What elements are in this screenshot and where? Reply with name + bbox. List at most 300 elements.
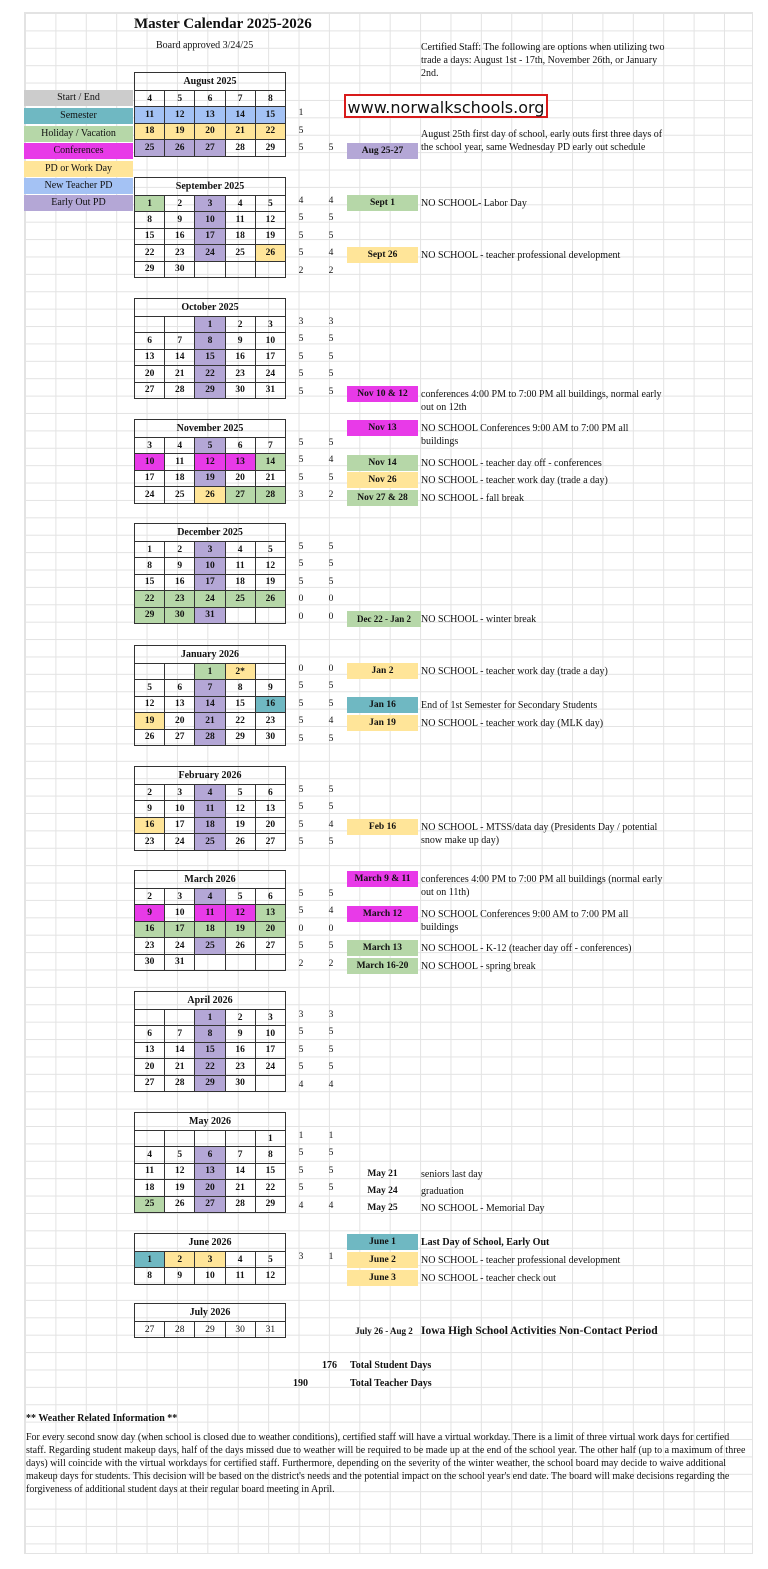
day-cell: 24 bbox=[165, 834, 195, 850]
day-cell: 25 bbox=[135, 1196, 165, 1212]
total-student-days-label: Total Student Days bbox=[350, 1360, 432, 1371]
event-date: Nov 26 bbox=[347, 472, 418, 488]
day-cell: 2 bbox=[135, 785, 165, 801]
day-cell: 23 bbox=[165, 591, 195, 607]
day-cell: 14 bbox=[255, 454, 285, 470]
day-cell: 3 bbox=[195, 196, 225, 212]
day-cell: 5 bbox=[225, 785, 255, 801]
day-cell: 19 bbox=[255, 574, 285, 590]
day-cell: 16 bbox=[135, 817, 165, 833]
day-cell: 1 bbox=[195, 1010, 225, 1026]
student-day-count: 4 bbox=[328, 248, 334, 259]
day-cell: 3 bbox=[165, 889, 195, 905]
day-cell: 6 bbox=[165, 680, 195, 696]
day-cell: 24 bbox=[195, 591, 225, 607]
student-day-count: 5 bbox=[328, 542, 334, 552]
total-student-days-value: 176 bbox=[322, 1360, 337, 1371]
student-day-count: 5 bbox=[328, 785, 334, 795]
day-cell: 11 bbox=[225, 212, 255, 228]
day-cell: 10 bbox=[255, 333, 285, 349]
teacher-day-count: 5 bbox=[298, 941, 304, 952]
day-cell: 29 bbox=[135, 607, 165, 623]
teacher-day-count: 5 bbox=[298, 837, 304, 848]
day-cell: 11 bbox=[135, 107, 165, 123]
day-cell: 1 bbox=[135, 196, 165, 212]
day-cell: 31 bbox=[255, 382, 285, 398]
student-day-count: 5 bbox=[328, 230, 334, 241]
event-description: NO SCHOOL - winter break bbox=[421, 614, 537, 625]
student-day-count: 2 bbox=[328, 958, 334, 969]
day-cell bbox=[165, 664, 195, 680]
event-description: End of 1st Semester for Secondary Students bbox=[421, 700, 598, 711]
day-cell: 1 bbox=[255, 1131, 285, 1147]
event-description: graduation bbox=[421, 1186, 464, 1197]
day-cell: 16 bbox=[165, 574, 195, 590]
event-date: March 13 bbox=[347, 940, 418, 956]
day-cell: 17 bbox=[195, 574, 225, 590]
teacher-day-count: 5 bbox=[298, 681, 304, 692]
student-day-count: 0 bbox=[328, 594, 334, 605]
day-cell: 17 bbox=[135, 470, 165, 486]
day-cell: 3 bbox=[165, 785, 195, 801]
legend-item: Semester bbox=[24, 108, 133, 124]
teacher-day-count: 1 bbox=[298, 1131, 304, 1141]
day-cell: 23 bbox=[225, 1059, 255, 1075]
day-cell: 10 bbox=[255, 1026, 285, 1042]
day-cell: 7 bbox=[165, 1026, 195, 1042]
student-day-count: 5 bbox=[328, 1148, 334, 1159]
weather-info bbox=[26, 1412, 746, 1496]
day-cell: 24 bbox=[165, 938, 195, 954]
day-cell: 4 bbox=[225, 196, 255, 212]
day-cell: 18 bbox=[165, 470, 195, 486]
day-cell: 29 bbox=[225, 729, 255, 745]
month-table bbox=[134, 72, 286, 157]
day-cell: 10 bbox=[195, 1268, 225, 1284]
student-day-count: 5 bbox=[328, 802, 334, 813]
day-cell: 22 bbox=[225, 713, 255, 729]
day-cell: 5 bbox=[255, 1252, 285, 1268]
month-name: January 2026 bbox=[135, 646, 286, 664]
board-approved-note: Board approved 3/24/25 bbox=[156, 40, 254, 51]
day-cell: 28 bbox=[225, 1196, 255, 1212]
day-cell: 13 bbox=[195, 107, 225, 123]
event-date: Nov 13 bbox=[347, 420, 418, 436]
day-cell: 30 bbox=[225, 1322, 255, 1338]
day-cell: 9 bbox=[165, 1268, 195, 1284]
day-cell: 23 bbox=[255, 713, 285, 729]
student-day-count: 5 bbox=[328, 681, 334, 692]
teacher-day-count: 4 bbox=[298, 1200, 304, 1211]
day-cell: 11 bbox=[135, 1163, 165, 1179]
event-date: Jan 19 bbox=[347, 715, 418, 731]
day-cell: 8 bbox=[195, 1026, 225, 1042]
day-cell: 8 bbox=[135, 558, 165, 574]
teacher-day-count: 1 bbox=[298, 108, 304, 119]
teacher-day-count: 3 bbox=[298, 1252, 304, 1262]
day-cell: 16 bbox=[255, 696, 285, 712]
teacher-day-count: 4 bbox=[298, 196, 304, 206]
day-cell: 27 bbox=[225, 487, 255, 503]
day-cell: 26 bbox=[165, 1196, 195, 1212]
teacher-day-count: 5 bbox=[298, 125, 304, 136]
day-cell: 21 bbox=[165, 366, 195, 382]
day-cell: 18 bbox=[225, 228, 255, 244]
event-date: May 24 bbox=[367, 1186, 398, 1196]
day-cell: 16 bbox=[165, 228, 195, 244]
day-cell: 1 bbox=[195, 317, 225, 333]
day-cell: 3 bbox=[195, 1252, 225, 1268]
district-url-link[interactable]: www.norwalkschools.org bbox=[344, 94, 548, 118]
event-description: NO SCHOOL - teacher work day (trade a day) bbox=[421, 475, 608, 486]
month-name: March 2026 bbox=[135, 871, 286, 889]
day-cell: 26 bbox=[255, 591, 285, 607]
day-cell: 15 bbox=[195, 349, 225, 365]
day-cell: 12 bbox=[165, 107, 195, 123]
teacher-day-count: 5 bbox=[298, 785, 304, 795]
day-cell bbox=[135, 317, 165, 333]
month-table bbox=[134, 523, 286, 624]
month-name: June 2026 bbox=[135, 1234, 286, 1252]
total-teacher-days-label: Total Teacher Days bbox=[350, 1378, 432, 1389]
event-date: Dec 22 - Jan 2 bbox=[347, 611, 421, 627]
day-cell: 11 bbox=[225, 558, 255, 574]
day-cell: 2 bbox=[135, 889, 165, 905]
month-table bbox=[134, 766, 286, 851]
student-day-count: 1 bbox=[328, 1131, 334, 1141]
day-cell: 11 bbox=[165, 454, 195, 470]
day-cell: 27 bbox=[255, 834, 285, 850]
day-cell: 9 bbox=[165, 212, 195, 228]
student-day-count: 4 bbox=[328, 716, 334, 727]
day-cell: 19 bbox=[255, 228, 285, 244]
day-cell: 25 bbox=[195, 834, 225, 850]
day-cell: 25 bbox=[225, 591, 255, 607]
teacher-day-count: 5 bbox=[298, 716, 304, 727]
student-day-count: 5 bbox=[328, 369, 334, 380]
teacher-day-count: 5 bbox=[298, 472, 304, 483]
day-cell bbox=[135, 664, 165, 680]
page-title: Master Calendar 2025-2026 bbox=[134, 16, 312, 32]
day-cell: 9 bbox=[255, 680, 285, 696]
teacher-day-count: 5 bbox=[298, 230, 304, 241]
teacher-day-count: 3 bbox=[298, 1010, 304, 1020]
day-cell: 20 bbox=[255, 817, 285, 833]
day-cell: 24 bbox=[255, 366, 285, 382]
student-day-count: 5 bbox=[328, 386, 334, 397]
day-cell: 12 bbox=[135, 696, 165, 712]
student-day-count: 0 bbox=[328, 664, 334, 674]
student-day-count: 5 bbox=[328, 1183, 334, 1194]
day-cell: 3 bbox=[135, 438, 165, 454]
day-cell: 3 bbox=[255, 317, 285, 333]
teacher-day-count: 0 bbox=[298, 611, 304, 622]
teacher-day-count: 5 bbox=[298, 213, 304, 224]
day-cell: 4 bbox=[195, 785, 225, 801]
day-cell: 12 bbox=[255, 212, 285, 228]
legend-item: New Teacher PD bbox=[24, 178, 133, 194]
day-cell: 8 bbox=[225, 680, 255, 696]
day-cell: 17 bbox=[255, 349, 285, 365]
event-date: June 2 bbox=[347, 1252, 418, 1268]
teacher-day-count: 3 bbox=[298, 490, 304, 501]
event-description: Iowa High School Activities Non-Contact Period bbox=[421, 1325, 658, 1337]
event-description: NO SCHOOL- Labor Day bbox=[421, 198, 527, 209]
legend-item: Early Out PD bbox=[24, 195, 133, 211]
student-day-count: 5 bbox=[328, 1044, 334, 1055]
day-cell: 10 bbox=[195, 212, 225, 228]
day-cell: 27 bbox=[165, 729, 195, 745]
student-day-count: 4 bbox=[328, 196, 334, 206]
day-cell: 28 bbox=[195, 729, 225, 745]
teacher-day-count: 5 bbox=[298, 1148, 304, 1159]
day-cell: 16 bbox=[225, 349, 255, 365]
day-cell: 22 bbox=[255, 1180, 285, 1196]
day-cell: 10 bbox=[195, 558, 225, 574]
day-cell: 5 bbox=[165, 91, 195, 107]
event-description: conferences 4:00 PM to 7:00 PM all buildings, normal early out on 12th bbox=[421, 389, 662, 413]
month-table bbox=[134, 991, 286, 1092]
day-cell: 31 bbox=[255, 1322, 285, 1338]
day-cell: 23 bbox=[165, 245, 195, 261]
day-cell: 21 bbox=[225, 123, 255, 139]
teacher-day-count: 5 bbox=[298, 1044, 304, 1055]
month-table bbox=[134, 1112, 286, 1213]
day-cell: 2 bbox=[165, 196, 195, 212]
day-cell: 19 bbox=[195, 470, 225, 486]
day-cell: 24 bbox=[255, 1059, 285, 1075]
event-description: Last Day of School, Early Out bbox=[421, 1237, 550, 1248]
teacher-day-count: 4 bbox=[298, 1079, 304, 1090]
weather-heading: ** Weather Related Information ** bbox=[26, 1413, 178, 1424]
day-cell: 13 bbox=[135, 1042, 165, 1058]
teacher-day-count: 3 bbox=[298, 317, 304, 327]
day-cell: 18 bbox=[135, 123, 165, 139]
day-cell: 8 bbox=[135, 212, 165, 228]
day-cell: 21 bbox=[255, 470, 285, 486]
day-cell: 20 bbox=[225, 470, 255, 486]
day-cell: 18 bbox=[225, 574, 255, 590]
day-cell: 14 bbox=[165, 1042, 195, 1058]
month-table bbox=[134, 645, 286, 746]
day-cell: 1 bbox=[135, 1252, 165, 1268]
event-date: June 3 bbox=[347, 1270, 418, 1286]
day-cell: 9 bbox=[135, 801, 165, 817]
day-cell: 6 bbox=[255, 785, 285, 801]
day-cell: 2 bbox=[165, 1252, 195, 1268]
student-day-count: 4 bbox=[328, 819, 334, 830]
event-date: Nov 14 bbox=[347, 455, 418, 471]
day-cell: 26 bbox=[135, 729, 165, 745]
student-day-count: 5 bbox=[328, 559, 334, 570]
student-day-count: 2 bbox=[328, 490, 334, 501]
day-cell bbox=[255, 954, 285, 970]
day-cell: 27 bbox=[135, 382, 165, 398]
day-cell: 4 bbox=[195, 889, 225, 905]
student-day-count: 1 bbox=[328, 1252, 334, 1262]
day-cell: 7 bbox=[165, 333, 195, 349]
student-day-count: 2 bbox=[328, 265, 334, 276]
day-cell: 5 bbox=[225, 889, 255, 905]
teacher-day-count: 2 bbox=[298, 265, 304, 276]
day-cell: 28 bbox=[165, 1075, 195, 1091]
day-cell: 6 bbox=[135, 333, 165, 349]
day-cell: 30 bbox=[165, 261, 195, 277]
month-name: November 2025 bbox=[135, 420, 286, 438]
day-cell: 17 bbox=[255, 1042, 285, 1058]
day-cell: 20 bbox=[255, 921, 285, 937]
student-day-count: 5 bbox=[328, 1062, 334, 1073]
day-cell: 29 bbox=[255, 1196, 285, 1212]
day-cell: 30 bbox=[165, 607, 195, 623]
day-cell: 8 bbox=[135, 1268, 165, 1284]
day-cell: 5 bbox=[165, 1147, 195, 1163]
event-description: conferences 4:00 PM to 7:00 PM all buildings (normal early out on 11th) bbox=[421, 874, 663, 898]
event-date: Jan 2 bbox=[347, 663, 418, 679]
event-description: NO SCHOOL Conferences 9:00 AM to 7:00 PM all buildings bbox=[421, 909, 629, 933]
day-cell: 21 bbox=[195, 713, 225, 729]
day-cell: 26 bbox=[225, 938, 255, 954]
day-cell: 15 bbox=[225, 696, 255, 712]
month-name: October 2025 bbox=[135, 299, 286, 317]
student-day-count: 5 bbox=[328, 213, 334, 224]
teacher-day-count: 5 bbox=[298, 1027, 304, 1038]
student-day-count: 0 bbox=[328, 611, 334, 622]
day-cell: 7 bbox=[195, 680, 225, 696]
event-description: NO SCHOOL - K-12 (teacher day off - conferences) bbox=[421, 943, 632, 954]
month-table bbox=[134, 419, 286, 504]
day-cell: 15 bbox=[135, 574, 165, 590]
total-teacher-days-value: 190 bbox=[293, 1378, 308, 1389]
student-day-count: 5 bbox=[328, 837, 334, 848]
teacher-day-count: 0 bbox=[298, 594, 304, 605]
month-name: May 2026 bbox=[135, 1113, 286, 1131]
day-cell: 13 bbox=[195, 1163, 225, 1179]
day-cell: 22 bbox=[195, 1059, 225, 1075]
month-table bbox=[134, 870, 286, 971]
month-name: December 2025 bbox=[135, 524, 286, 542]
day-cell: 5 bbox=[255, 196, 285, 212]
day-cell: 12 bbox=[165, 1163, 195, 1179]
teacher-day-count: 0 bbox=[298, 664, 304, 674]
day-cell: 6 bbox=[195, 91, 225, 107]
day-cell: 23 bbox=[135, 834, 165, 850]
student-day-count: 4 bbox=[328, 1200, 334, 1211]
day-cell: 9 bbox=[165, 558, 195, 574]
day-cell: 26 bbox=[195, 487, 225, 503]
day-cell: 20 bbox=[165, 713, 195, 729]
event-description: NO SCHOOL - teacher work day (MLK day) bbox=[421, 718, 604, 729]
day-cell bbox=[135, 1131, 165, 1147]
student-day-count: 5 bbox=[328, 472, 334, 483]
teacher-day-count: 5 bbox=[298, 455, 304, 466]
event-description: NO SCHOOL Conferences 9:00 AM to 7:00 PM all buildings bbox=[421, 423, 629, 447]
day-cell: 19 bbox=[165, 1180, 195, 1196]
day-cell: 11 bbox=[195, 905, 225, 921]
day-cell: 11 bbox=[225, 1268, 255, 1284]
day-cell: 17 bbox=[165, 817, 195, 833]
student-day-count: 3 bbox=[328, 317, 334, 327]
day-cell: 20 bbox=[195, 1180, 225, 1196]
day-cell bbox=[255, 261, 285, 277]
event-description: NO SCHOOL - teacher professional development bbox=[421, 1255, 621, 1266]
teacher-day-count: 5 bbox=[298, 334, 304, 345]
day-cell: 24 bbox=[135, 487, 165, 503]
day-cell: 27 bbox=[135, 1075, 165, 1091]
day-cell: 21 bbox=[225, 1180, 255, 1196]
teacher-day-count: 5 bbox=[298, 386, 304, 397]
month-name: July 2026 bbox=[135, 1304, 286, 1322]
day-cell: 20 bbox=[195, 123, 225, 139]
student-day-count: 4 bbox=[328, 1079, 334, 1090]
day-cell: 25 bbox=[135, 140, 165, 156]
teacher-day-count: 5 bbox=[298, 1062, 304, 1073]
day-cell: 27 bbox=[135, 1322, 165, 1338]
day-cell: 19 bbox=[225, 921, 255, 937]
day-cell: 28 bbox=[255, 487, 285, 503]
event-date: March 12 bbox=[347, 906, 418, 922]
day-cell: 12 bbox=[255, 1268, 285, 1284]
day-cell: 12 bbox=[255, 558, 285, 574]
day-cell: 6 bbox=[195, 1147, 225, 1163]
student-day-count: 5 bbox=[328, 941, 334, 952]
day-cell: 25 bbox=[225, 245, 255, 261]
day-cell: 16 bbox=[135, 921, 165, 937]
student-day-count: 0 bbox=[328, 923, 334, 934]
day-cell: 8 bbox=[195, 333, 225, 349]
day-cell bbox=[195, 954, 225, 970]
day-cell: 12 bbox=[225, 905, 255, 921]
day-cell: 17 bbox=[195, 228, 225, 244]
day-cell: 8 bbox=[255, 91, 285, 107]
day-cell: 13 bbox=[225, 454, 255, 470]
day-cell: 6 bbox=[255, 889, 285, 905]
event-date: May 21 bbox=[367, 1169, 398, 1179]
teacher-day-count: 5 bbox=[298, 143, 304, 154]
event-date: March 16-20 bbox=[347, 958, 418, 974]
day-cell: 10 bbox=[165, 801, 195, 817]
teacher-day-count: 5 bbox=[298, 906, 304, 917]
day-cell: 12 bbox=[195, 454, 225, 470]
day-cell: 3 bbox=[255, 1010, 285, 1026]
event-date: Sept 1 bbox=[347, 195, 418, 211]
day-cell bbox=[195, 1131, 225, 1147]
day-cell: 25 bbox=[165, 487, 195, 503]
day-cell: 20 bbox=[135, 366, 165, 382]
student-day-count: 5 bbox=[328, 576, 334, 587]
day-cell bbox=[225, 261, 255, 277]
day-cell: 23 bbox=[135, 938, 165, 954]
day-cell: 22 bbox=[255, 123, 285, 139]
day-cell: 30 bbox=[135, 954, 165, 970]
teacher-day-count: 2 bbox=[298, 958, 304, 969]
day-cell bbox=[195, 261, 225, 277]
day-cell: 9 bbox=[135, 905, 165, 921]
day-cell: 11 bbox=[195, 801, 225, 817]
event-date: Nov 10 & 12 bbox=[347, 386, 418, 402]
event-date: Nov 27 & 28 bbox=[347, 490, 418, 506]
event-date: July 26 - Aug 2 bbox=[355, 1326, 413, 1336]
day-cell bbox=[255, 1075, 285, 1091]
day-cell: 13 bbox=[255, 905, 285, 921]
teacher-day-count: 5 bbox=[298, 733, 304, 744]
day-cell: 1 bbox=[135, 542, 165, 558]
student-day-count: 5 bbox=[328, 889, 334, 899]
student-day-count: 5 bbox=[328, 334, 334, 345]
student-day-count: 5 bbox=[328, 1165, 334, 1176]
month-table bbox=[134, 1303, 286, 1338]
day-cell: 19 bbox=[165, 123, 195, 139]
